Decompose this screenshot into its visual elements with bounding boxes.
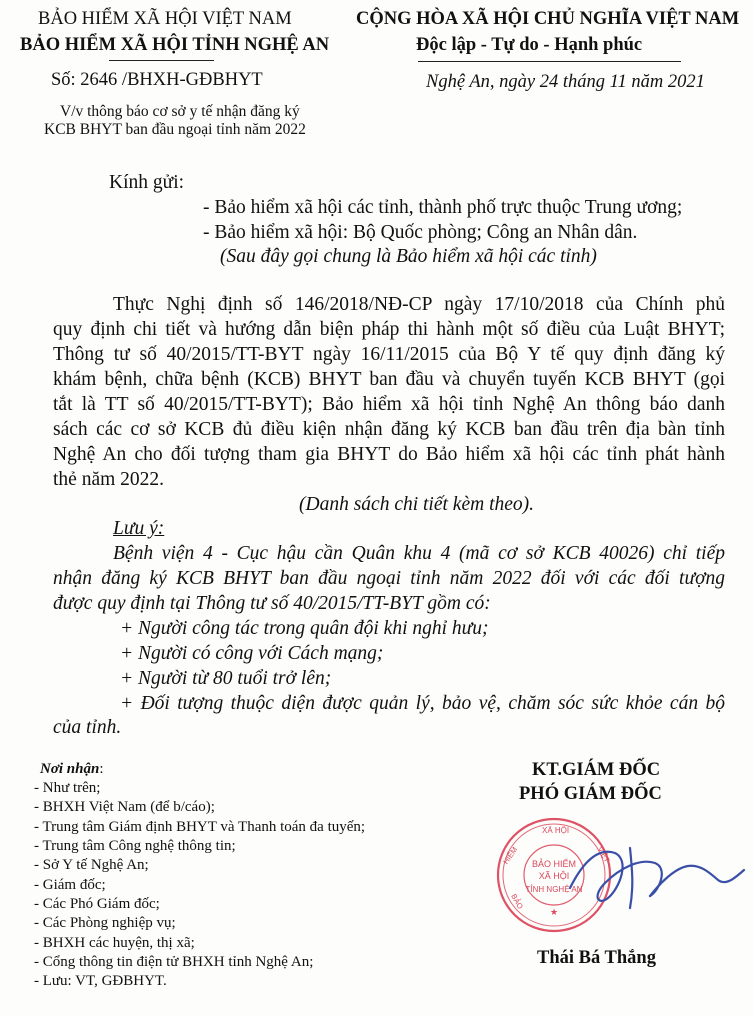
recipient-item: - Cổng thông tin điện tử BHXH tỉnh Nghệ An; <box>34 954 314 970</box>
paragraph-line: khám bệnh, chữa bệnh (KCB) BHYT ban đầu và chuyển tuyến KCB BHYT (gọi <box>53 369 725 390</box>
stamp-center-2: XÃ HỘI <box>538 871 570 881</box>
place-date: Nghệ An, ngày 24 tháng 11 năm 2021 <box>426 72 705 92</box>
attachment-note: (Danh sách chi tiết kèm theo). <box>299 494 535 515</box>
note-bullet: + Đối tượng thuộc diện được quản lý, bảo vệ, chăm sóc sức khỏe cán bộ <box>120 693 725 714</box>
paragraph-line: tắt là TT số 40/2015/TT-BYT); Bảo hiểm xã hội tỉnh Nghệ An thông báo danh <box>53 394 725 415</box>
stamp-right-word: VIỆT <box>595 845 612 864</box>
stamp-bottom-word: BẢO <box>509 892 525 911</box>
svg-text:★: ★ <box>549 907 559 917</box>
recipient-item: - Sở Y tế Nghệ An; <box>34 857 149 873</box>
addressee-line-2: - Bảo hiểm xã hội: Bộ Quốc phòng; Công an Nhân dân. <box>203 222 638 243</box>
stamp-center-3: TỈNH NGHỆ AN <box>525 885 583 894</box>
document-number: Số: 2646 /BHXH-GĐBHYT <box>51 70 263 90</box>
stamp-left-word: HIỂM <box>501 845 520 866</box>
note-line: của tỉnh. <box>53 717 122 738</box>
recipients-label-text: Nơi nhận <box>40 761 100 777</box>
signer-name: Thái Bá Thắng <box>537 948 656 968</box>
paragraph-line: sách các cơ sở KCB đủ điều kiện nhận đăng ký KCB ban đầu trên địa bàn tỉnh <box>53 419 725 440</box>
addressee-label: Kính gửi: <box>109 172 185 193</box>
recipient-item: - Trung tâm Công nghệ thông tin; <box>34 838 236 854</box>
org-parent: BẢO HIỂM XÃ HỘI VIỆT NAM <box>38 9 292 29</box>
stamp-arc-top: XÃ HỘI <box>542 826 570 835</box>
recipient-item: - BHXH Việt Nam (để b/cáo); <box>34 799 215 815</box>
subject-line-1: V/v thông báo cơ sở y tế nhận đăng ký <box>60 103 300 120</box>
handwritten-signature <box>560 828 750 918</box>
motto-underline <box>418 61 681 62</box>
recipient-item: - Như trên; <box>34 780 101 796</box>
addressee-line-1: - Bảo hiểm xã hội các tỉnh, thành phố trực thuộc Trung ương; <box>203 197 683 218</box>
subject-line-2: KCB BHYT ban đầu ngoại tỉnh năm 2022 <box>44 121 306 138</box>
note-line: được quy định tại Thông tư số 40/2015/TT-BYT gồm có: <box>53 593 491 614</box>
org-name <box>20 35 329 56</box>
paragraph-line: quy định chi tiết và hướng dẫn biện pháp thi hành một số điều của Luật BHYT; <box>53 319 725 340</box>
recipient-item: - Các Phó Giám đốc; <box>34 896 160 912</box>
note-line: nhận đăng ký KCB BHYT ban đầu ngoại tỉnh năm 2022 đối với các đối tượng <box>53 568 725 589</box>
recipient-item: - Các Phòng nghiệp vụ; <box>34 915 176 931</box>
national-motto: Độc lập - Tự do - Hạnh phúc <box>416 35 643 55</box>
stamp-center-1: BẢO HIỂM <box>531 859 577 869</box>
note-label: Lưu ý: <box>113 518 165 539</box>
recipient-item: - Trung tâm Giám định BHYT và Thanh toán đa tuyến; <box>34 819 366 835</box>
paragraph-line: Thông tư số 40/2015/TT-BYT ngày 16/11/2015 của Bộ Y tế quy định đăng ký <box>53 344 725 365</box>
addressee-note: (Sau đây gọi chung là Bảo hiểm xã hội các tỉnh) <box>220 246 597 267</box>
org-underline <box>109 60 214 61</box>
signature-title-2: PHÓ GIÁM ĐỐC <box>519 784 662 804</box>
note-bullet: + Người có công với Cách mạng; <box>120 643 384 664</box>
recipient-item: - Lưu: VT, GĐBHYT. <box>34 973 167 989</box>
recipient-item: - Giám đốc; <box>34 877 106 893</box>
national-title: CỘNG HÒA XÃ HỘI CHỦ NGHĨA VIỆT NAM <box>356 9 740 29</box>
paragraph-line: Thực Nghị định số 146/2018/NĐ-CP ngày 17/10/2018 của Chính phủ <box>113 294 725 315</box>
org-name-text: BẢO HIỂM XÃ HỘI TỈNH NGHỆ AN <box>20 35 330 55</box>
recipient-item: - BHXH các huyện, thị xã; <box>34 935 195 951</box>
signature-title-1: KT.GIÁM ĐỐC <box>532 760 661 780</box>
paragraph-line: Nghệ An cho đối tượng tham gia BHYT do Bảo hiểm xã hội các tỉnh phát hành <box>53 444 725 465</box>
note-line: Bệnh viện 4 - Cục hậu cần Quân khu 4 (mã cơ sở KCB 40026) chỉ tiếp <box>113 543 725 564</box>
note-bullet: + Người từ 80 tuổi trở lên; <box>120 668 332 689</box>
recipients-label: Nơi nhận: <box>40 761 104 777</box>
paragraph-line: thẻ năm 2022. <box>53 469 165 490</box>
note-bullet: + Người công tác trong quân đội khi nghỉ hưu; <box>120 618 489 639</box>
